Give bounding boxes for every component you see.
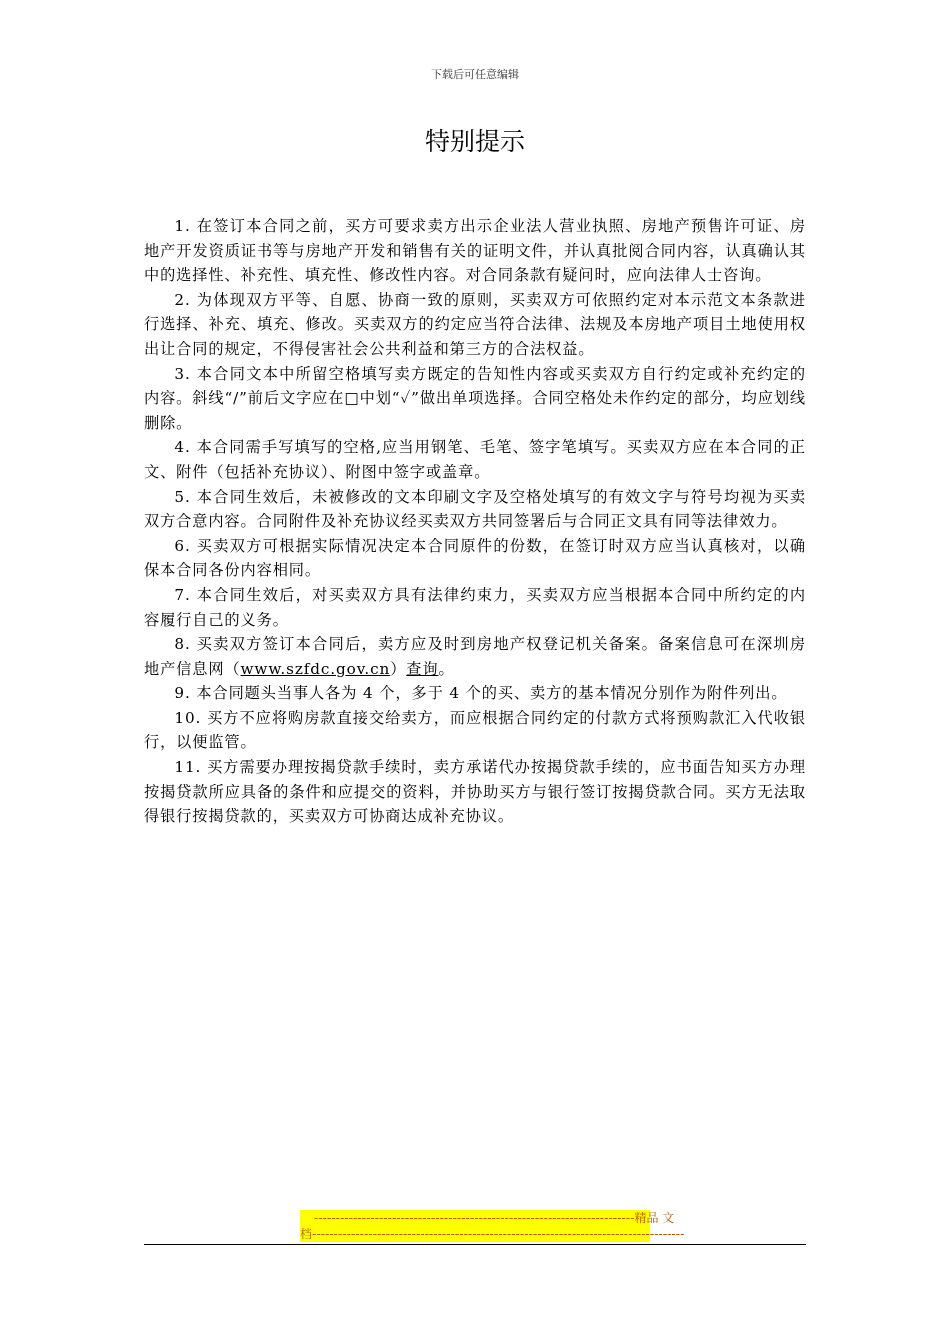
paragraph-3: 3. 本合同文本中所留空格填写卖方既定的告知性内容或买卖双方自行约定或补充约定的内容。斜线“/”前后文字应在□中划“✓”做出单项选择。合同空格处未作约定的部分，均应划线删除。 xyxy=(144,364,806,432)
footer-text-1: 精品 文 xyxy=(634,1211,675,1225)
header-note: 下载后可任意编辑 xyxy=(431,68,519,81)
query-link[interactable]: 查询 xyxy=(406,659,439,678)
document-body xyxy=(144,214,806,829)
paragraph-8-text: 8. 买卖双方签订本合同后，卖方应及时到房地产权登记机关备案。备案信息可在深圳房地产信息网（ xyxy=(144,635,806,678)
paragraph-8-paren: ） xyxy=(390,659,407,678)
paragraph-5: 5. 本合同生效后，未被修改的文本印刷文字及空格处填写的有效文字与符号均视为买卖双方合意内容。合同附件及补充协议经买卖双方共同签署后与合同正文具有同等法律效力。 xyxy=(144,487,806,531)
paragraph-8 xyxy=(144,632,806,681)
page-title: 特别提示 xyxy=(424,127,525,156)
paragraph-7: 7. 本合同生效后，对买卖双方具有法律约束力，买卖双方应当根据本合同中所约定的内容履行自己的义务。 xyxy=(144,585,806,629)
paragraph-4: 4. 本合同需手写填写的空格,应当用钢笔、毛笔、签字笔填写。买卖双方应在本合同的正文、附件（包括补充协议）、附图中签字或盖章。 xyxy=(144,438,806,481)
footer-dashes-2: -------------------------------------------------------------------------------------- xyxy=(312,1227,685,1241)
paragraph-6: 6. 买卖双方可根据实际情况决定本合同原件的份数，在签订时双方应当认真核对，以确保本合同各份内容相同。 xyxy=(144,536,806,580)
footer-line-1 xyxy=(300,1210,675,1226)
footer-watermark xyxy=(300,1210,685,1242)
paragraph-8-end: 。 xyxy=(438,659,455,678)
website-link[interactable]: www.szfdc.gov.cn xyxy=(240,659,391,678)
footer-divider xyxy=(144,1244,806,1245)
paragraph-9: 9. 本合同题头当事人各为 4 个，多于 4 个的买、卖方的基本情况分别作为附件列出。 xyxy=(174,684,788,703)
footer-dashes-1: -------------------------------------------------------------------------- xyxy=(314,1211,635,1225)
footer-line-2 xyxy=(300,1226,685,1242)
paragraph-10: 10. 买方不应将购房款直接交给卖方，而应根据合同约定的付款方式将预购款汇入代收银行，以便监管。 xyxy=(144,708,806,752)
paragraph-11: 11. 买方需要办理按揭贷款手续时，卖方承诺代办按揭贷款手续的，应书面告知买方办理按揭贷款所应具备的条件和应提交的资料，并协助买方与银行签订按揭贷款合同。买方无法取得银行按揭贷款的，买卖双方可协商达成补充协议。 xyxy=(144,758,806,826)
paragraph-2: 2. 为体现双方平等、自愿、协商一致的原则，买卖双方可依照约定对本示范文本条款进行选择、补充、填充、修改。买卖双方的约定应当符合法律、法规及本房地产项目土地使用权出让合同的规定，不得侵害社会公共利益和第三方的合法权益。 xyxy=(144,290,806,358)
paragraph-1: 1. 在签订本合同之前，买方可要求卖方出示企业法人营业执照、房地产预售许可证、房地产开发资质证书等与房地产开发和销售有关的证明文件，并认真批阅合同内容，认真确认其中的选择性、补充性、填充性、修改性内容。对合同条款有疑问时，应向法律人士咨询。 xyxy=(144,217,806,285)
footer-text-2: 档 xyxy=(300,1227,313,1241)
